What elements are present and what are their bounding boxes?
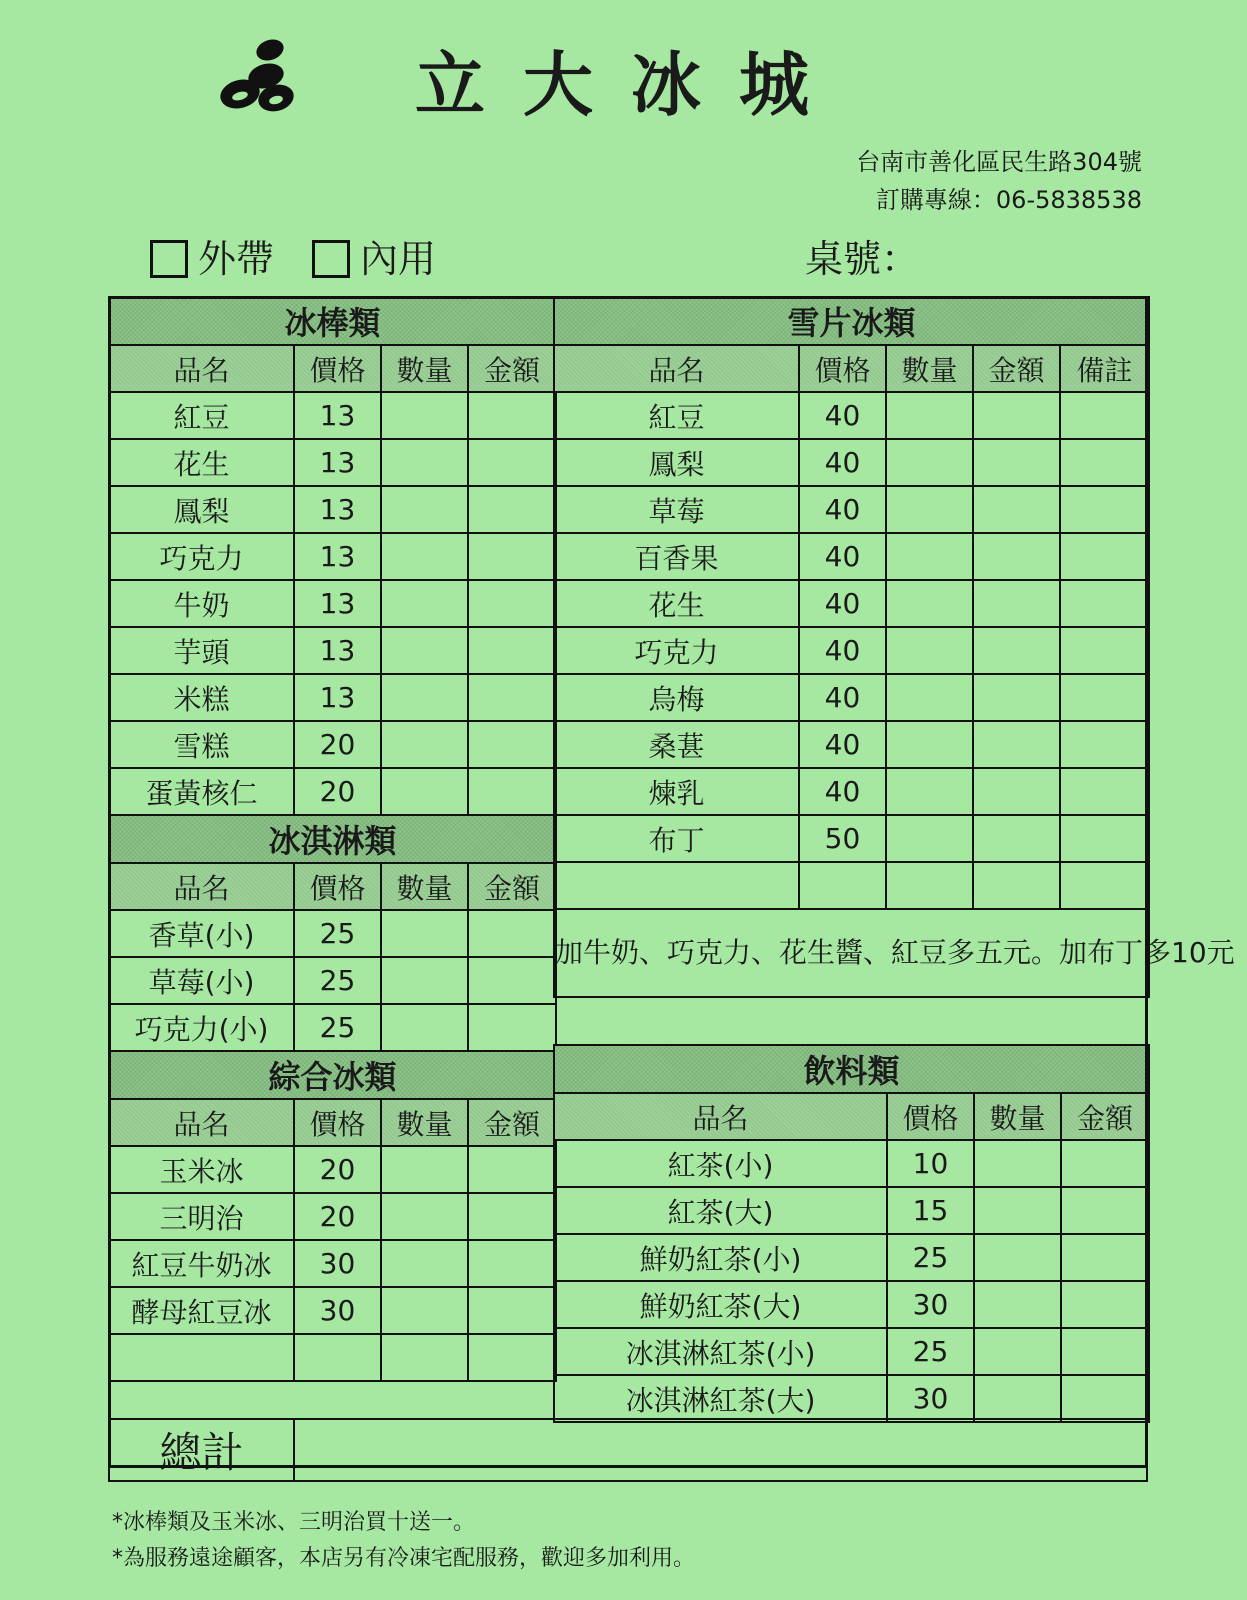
item-price: 40 bbox=[799, 674, 886, 721]
item-price: 13 bbox=[294, 627, 381, 674]
amount-cell[interactable] bbox=[973, 486, 1060, 533]
item-price: 13 bbox=[294, 580, 381, 627]
qty-cell[interactable] bbox=[381, 1334, 468, 1381]
item-name: 紅豆牛奶冰 bbox=[109, 1240, 294, 1287]
item-name: 煉乳 bbox=[554, 768, 799, 815]
total-table bbox=[108, 1418, 1148, 1482]
item-price: 20 bbox=[294, 1193, 381, 1240]
total-value-cell[interactable] bbox=[294, 1419, 1147, 1481]
table-row bbox=[109, 627, 556, 674]
amount-cell[interactable] bbox=[468, 392, 556, 439]
table-row bbox=[109, 1004, 556, 1051]
qty-cell[interactable] bbox=[886, 627, 973, 674]
table-row bbox=[554, 439, 1149, 486]
amount-cell[interactable] bbox=[973, 862, 1060, 909]
popsicle-title: 冰棒類 bbox=[109, 297, 556, 345]
item-price: 13 bbox=[294, 392, 381, 439]
amount-cell[interactable] bbox=[468, 533, 556, 580]
amount-cell[interactable] bbox=[468, 768, 556, 815]
col-price: 價格 bbox=[294, 863, 381, 910]
item-price: 20 bbox=[294, 1146, 381, 1193]
remark-cell[interactable] bbox=[1060, 768, 1149, 815]
drinks-table bbox=[553, 1044, 1150, 1423]
col-qty: 數量 bbox=[381, 1099, 468, 1146]
item-name: 巧克力 bbox=[554, 627, 799, 674]
amount-cell[interactable] bbox=[468, 1146, 556, 1193]
amount-cell[interactable] bbox=[468, 1193, 556, 1240]
amount-cell[interactable] bbox=[1061, 1140, 1149, 1187]
amount-cell[interactable] bbox=[468, 957, 556, 1004]
item-price: 13 bbox=[294, 439, 381, 486]
col-qty: 數量 bbox=[974, 1093, 1061, 1140]
item-price: 25 bbox=[294, 1004, 381, 1051]
item-price: 40 bbox=[799, 768, 886, 815]
remark-cell[interactable] bbox=[1060, 721, 1149, 768]
item-name: 巧克力 bbox=[109, 533, 294, 580]
table-row bbox=[109, 1334, 556, 1381]
blank-cell[interactable] bbox=[109, 1334, 294, 1381]
snow-table bbox=[553, 296, 1235, 998]
amount-cell[interactable] bbox=[468, 674, 556, 721]
qty-cell[interactable] bbox=[381, 533, 468, 580]
item-price: 25 bbox=[887, 1328, 974, 1375]
table-row bbox=[554, 674, 1149, 721]
item-price: 13 bbox=[294, 486, 381, 533]
qty-cell[interactable] bbox=[381, 1240, 468, 1287]
item-name: 雪糕 bbox=[109, 721, 294, 768]
item-price: 50 bbox=[799, 815, 886, 862]
takeout-checkbox[interactable] bbox=[150, 240, 188, 278]
item-name: 桑葚 bbox=[554, 721, 799, 768]
amount-cell[interactable] bbox=[973, 533, 1060, 580]
qty-cell[interactable] bbox=[381, 721, 468, 768]
qty-cell[interactable] bbox=[886, 486, 973, 533]
item-name: 草莓 bbox=[554, 486, 799, 533]
item-name: 酵母紅豆冰 bbox=[109, 1287, 294, 1334]
qty-cell[interactable] bbox=[381, 392, 468, 439]
item-name: 鮮奶紅茶(小) bbox=[554, 1234, 887, 1281]
table-row bbox=[554, 768, 1149, 815]
amount-cell[interactable] bbox=[973, 439, 1060, 486]
item-name: 鮮奶紅茶(大) bbox=[554, 1281, 887, 1328]
item-price: 25 bbox=[294, 957, 381, 1004]
item-name: 巧克力(小) bbox=[109, 1004, 294, 1051]
amount-cell[interactable] bbox=[468, 910, 556, 957]
table-row bbox=[554, 486, 1149, 533]
item-name: 蛋黃核仁 bbox=[109, 768, 294, 815]
amount-cell[interactable] bbox=[468, 1334, 556, 1381]
footer-note: *為服務遠途顧客，本店另有冷凍宅配服務，歡迎多加利用。 bbox=[112, 1546, 696, 1571]
qty-cell[interactable] bbox=[381, 768, 468, 815]
item-price: 13 bbox=[294, 674, 381, 721]
remark-cell[interactable] bbox=[1060, 486, 1149, 533]
total-section bbox=[108, 1418, 1148, 1482]
amount-cell[interactable] bbox=[468, 1287, 556, 1334]
item-price: 40 bbox=[799, 721, 886, 768]
col-qty: 數量 bbox=[381, 863, 468, 910]
col-price: 價格 bbox=[294, 345, 381, 392]
table-row bbox=[109, 1287, 556, 1334]
item-name: 草莓(小) bbox=[109, 957, 294, 1004]
col-name: 品名 bbox=[554, 1093, 887, 1140]
col-remark: 備註 bbox=[1060, 345, 1149, 392]
table-row bbox=[554, 1140, 1149, 1187]
item-price: 40 bbox=[799, 486, 886, 533]
table-row bbox=[109, 1240, 556, 1287]
qty-cell[interactable] bbox=[381, 1004, 468, 1051]
remark-cell[interactable] bbox=[1060, 439, 1149, 486]
item-name: 鳳梨 bbox=[554, 439, 799, 486]
icecream-title: 冰淇淋類 bbox=[109, 815, 556, 863]
amount-cell[interactable] bbox=[468, 486, 556, 533]
table-row bbox=[109, 439, 556, 486]
order-type bbox=[150, 234, 474, 284]
remark-cell[interactable] bbox=[1060, 580, 1149, 627]
remark-cell[interactable] bbox=[1060, 533, 1149, 580]
col-name: 品名 bbox=[109, 1099, 294, 1146]
qty-cell[interactable] bbox=[974, 1140, 1061, 1187]
table-row bbox=[554, 862, 1149, 909]
qty-cell[interactable] bbox=[381, 1193, 468, 1240]
amount-cell[interactable] bbox=[1061, 1281, 1149, 1328]
col-name: 品名 bbox=[109, 345, 294, 392]
takeout-option[interactable] bbox=[150, 234, 274, 284]
amount-cell[interactable] bbox=[468, 1004, 556, 1051]
col-price: 價格 bbox=[887, 1093, 974, 1140]
qty-cell[interactable] bbox=[381, 627, 468, 674]
table-row bbox=[554, 815, 1149, 862]
col-amount: 金額 bbox=[468, 1099, 556, 1146]
amount-cell[interactable] bbox=[1061, 1375, 1149, 1422]
item-price: 25 bbox=[294, 910, 381, 957]
takeout-label: 外帶 bbox=[198, 237, 275, 281]
blank-cell[interactable] bbox=[294, 1334, 381, 1381]
qty-cell[interactable] bbox=[886, 580, 973, 627]
qty-cell[interactable] bbox=[381, 580, 468, 627]
qty-cell[interactable] bbox=[886, 533, 973, 580]
item-name: 玉米冰 bbox=[109, 1146, 294, 1193]
snow-section bbox=[553, 296, 1235, 998]
table-number-label: 桌號： bbox=[805, 237, 920, 281]
table-row bbox=[109, 392, 556, 439]
shop-logo bbox=[218, 36, 298, 116]
amount-cell[interactable] bbox=[973, 392, 1060, 439]
col-amount: 金額 bbox=[1061, 1093, 1149, 1140]
qty-cell[interactable] bbox=[974, 1281, 1061, 1328]
table-row bbox=[109, 1146, 556, 1193]
popsicle-section bbox=[108, 296, 555, 1382]
item-price: 15 bbox=[887, 1187, 974, 1234]
qty-cell[interactable] bbox=[381, 957, 468, 1004]
dine-in-label: 內用 bbox=[360, 237, 437, 281]
col-amount: 金額 bbox=[468, 863, 556, 910]
table-row bbox=[554, 580, 1149, 627]
item-price: 40 bbox=[799, 627, 886, 674]
snow-addon-note: 加牛奶、巧克力、花生醬、紅豆多五元。加布丁多10元 bbox=[554, 909, 1149, 997]
amount-cell[interactable] bbox=[468, 439, 556, 486]
item-name: 花生 bbox=[554, 580, 799, 627]
qty-cell[interactable] bbox=[886, 862, 973, 909]
popsicle-table bbox=[108, 296, 557, 1382]
item-price: 40 bbox=[799, 533, 886, 580]
table-row bbox=[109, 533, 556, 580]
remark-cell[interactable] bbox=[1060, 627, 1149, 674]
item-name: 烏梅 bbox=[554, 674, 799, 721]
amount-cell[interactable] bbox=[468, 1240, 556, 1287]
item-price: 40 bbox=[799, 580, 886, 627]
blank-cell[interactable] bbox=[799, 862, 886, 909]
item-name: 芋頭 bbox=[109, 627, 294, 674]
item-price: 25 bbox=[887, 1234, 974, 1281]
col-amount: 金額 bbox=[468, 345, 556, 392]
col-name: 品名 bbox=[109, 863, 294, 910]
item-price: 30 bbox=[887, 1375, 974, 1422]
remark-cell[interactable] bbox=[1060, 392, 1149, 439]
item-name: 百香果 bbox=[554, 533, 799, 580]
col-price: 價格 bbox=[799, 345, 886, 392]
table-row bbox=[554, 627, 1149, 674]
item-name: 三明治 bbox=[109, 1193, 294, 1240]
qty-cell[interactable] bbox=[974, 1234, 1061, 1281]
col-name: 品名 bbox=[554, 345, 799, 392]
item-price: 40 bbox=[799, 392, 886, 439]
table-row bbox=[554, 392, 1149, 439]
mixed-title: 綜合冰類 bbox=[109, 1051, 556, 1099]
qty-cell[interactable] bbox=[974, 1187, 1061, 1234]
item-name: 牛奶 bbox=[109, 580, 294, 627]
remark-cell[interactable] bbox=[1060, 862, 1149, 909]
qty-cell[interactable] bbox=[974, 1328, 1061, 1375]
drinks-title: 飲料類 bbox=[554, 1045, 1149, 1093]
item-price: 20 bbox=[294, 768, 381, 815]
qty-cell[interactable] bbox=[381, 1146, 468, 1193]
table-row bbox=[109, 721, 556, 768]
item-name: 冰淇淋紅茶(小) bbox=[554, 1328, 887, 1375]
shop-contact bbox=[856, 143, 1142, 219]
table-row bbox=[554, 1281, 1149, 1328]
table-row bbox=[109, 1193, 556, 1240]
shop-name: 立大冰城 bbox=[415, 44, 847, 126]
amount-cell[interactable] bbox=[973, 768, 1060, 815]
qty-cell[interactable] bbox=[974, 1375, 1061, 1422]
table-row bbox=[109, 674, 556, 721]
amount-cell[interactable] bbox=[1061, 1328, 1149, 1375]
item-name: 米糕 bbox=[109, 674, 294, 721]
table-row bbox=[554, 1328, 1149, 1375]
item-name: 紅豆 bbox=[554, 392, 799, 439]
table-row bbox=[109, 910, 556, 957]
shop-phone: 訂購專線：06-5838538 bbox=[875, 186, 1142, 214]
drinks-section bbox=[553, 1044, 1148, 1423]
dine-in-option[interactable] bbox=[312, 234, 436, 284]
item-price: 30 bbox=[294, 1240, 381, 1287]
amount-cell[interactable] bbox=[1061, 1187, 1149, 1234]
item-name: 冰淇淋紅茶(大) bbox=[554, 1375, 887, 1422]
item-name: 鳳梨 bbox=[109, 486, 294, 533]
amount-cell[interactable] bbox=[973, 721, 1060, 768]
qty-cell[interactable] bbox=[886, 674, 973, 721]
table-row bbox=[554, 721, 1149, 768]
item-name: 紅豆 bbox=[109, 392, 294, 439]
col-qty: 數量 bbox=[886, 345, 973, 392]
amount-cell[interactable] bbox=[1061, 1234, 1149, 1281]
item-name: 紅茶(小) bbox=[554, 1140, 887, 1187]
qty-cell[interactable] bbox=[381, 486, 468, 533]
amount-cell[interactable] bbox=[468, 580, 556, 627]
qty-cell[interactable] bbox=[886, 439, 973, 486]
table-row bbox=[554, 1234, 1149, 1281]
qty-cell[interactable] bbox=[381, 674, 468, 721]
table-row bbox=[109, 580, 556, 627]
qty-cell[interactable] bbox=[381, 1287, 468, 1334]
amount-cell[interactable] bbox=[973, 674, 1060, 721]
footer-note: *冰棒類及玉米冰、三明治買十送一。 bbox=[112, 1510, 476, 1535]
item-price: 30 bbox=[294, 1287, 381, 1334]
item-price: 40 bbox=[799, 439, 886, 486]
item-price: 20 bbox=[294, 721, 381, 768]
shop-address: 台南市善化區民生路304號 bbox=[856, 148, 1142, 176]
table-row bbox=[554, 533, 1149, 580]
qty-cell[interactable] bbox=[886, 815, 973, 862]
qty-cell[interactable] bbox=[886, 768, 973, 815]
table-row bbox=[109, 957, 556, 1004]
table-row bbox=[554, 1375, 1149, 1422]
item-name: 花生 bbox=[109, 439, 294, 486]
item-name: 香草(小) bbox=[109, 910, 294, 957]
snow-title: 雪片冰類 bbox=[554, 297, 1149, 345]
item-price: 30 bbox=[887, 1281, 974, 1328]
table-row bbox=[109, 768, 556, 815]
qty-cell[interactable] bbox=[886, 721, 973, 768]
remark-cell[interactable] bbox=[1060, 674, 1149, 721]
blank-cell[interactable] bbox=[554, 862, 799, 909]
amount-cell[interactable] bbox=[468, 721, 556, 768]
dine-in-checkbox[interactable] bbox=[312, 240, 350, 278]
table-row bbox=[554, 1187, 1149, 1234]
item-price: 10 bbox=[887, 1140, 974, 1187]
item-name: 紅茶(大) bbox=[554, 1187, 887, 1234]
amount-cell[interactable] bbox=[468, 627, 556, 674]
col-qty: 數量 bbox=[381, 345, 468, 392]
col-amount: 金額 bbox=[973, 345, 1060, 392]
table-row bbox=[109, 486, 556, 533]
item-name: 布丁 bbox=[554, 815, 799, 862]
remark-cell[interactable] bbox=[1060, 815, 1149, 862]
amount-cell[interactable] bbox=[973, 815, 1060, 862]
col-price: 價格 bbox=[294, 1099, 381, 1146]
qty-cell[interactable] bbox=[886, 392, 973, 439]
amount-cell[interactable] bbox=[973, 580, 1060, 627]
qty-cell[interactable] bbox=[381, 910, 468, 957]
amount-cell[interactable] bbox=[973, 627, 1060, 674]
total-label: 總計 bbox=[109, 1419, 294, 1481]
item-price: 13 bbox=[294, 533, 381, 580]
qty-cell[interactable] bbox=[381, 439, 468, 486]
footer-notes bbox=[112, 1505, 695, 1577]
